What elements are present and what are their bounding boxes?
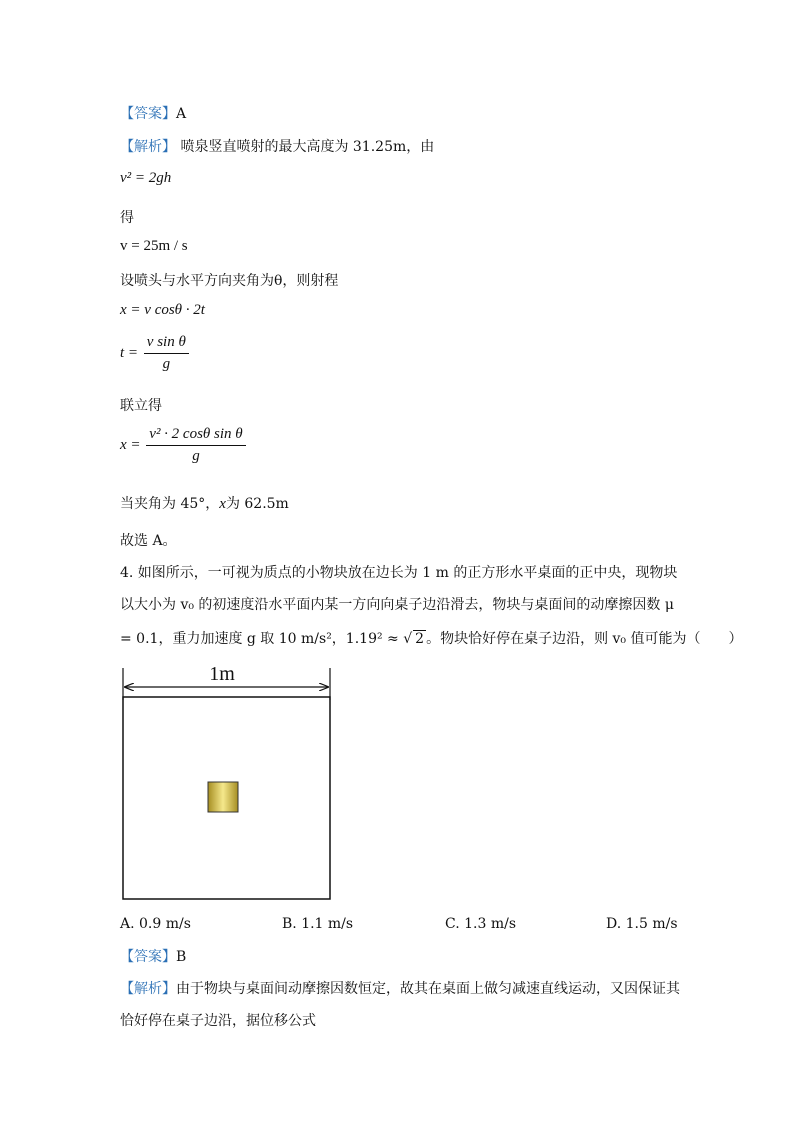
text-conclude: 故选 A。: [120, 533, 177, 549]
analysis-2-line-1: [120, 978, 680, 998]
eq5-lhs: x =: [120, 436, 141, 453]
fraction-denominator: g: [146, 445, 245, 465]
fraction: [146, 426, 245, 465]
text-part: 为 62.5m: [225, 496, 289, 512]
equation-v2-2gh: v² = 2gh: [120, 170, 172, 186]
answer-value: B: [176, 949, 187, 965]
equation-t: [120, 334, 191, 373]
answer-value: A: [176, 106, 187, 122]
sqrt-radicand: 2: [415, 631, 425, 647]
option-c[interactable]: C. 1.3 m/s: [445, 916, 517, 932]
sqrt-symbol: √ 2: [403, 631, 425, 647]
question-4-line-1: 4. 如图所示，一可视为质点的小物块放在边长为 1 m 的正方形水平桌面的正中央，现物块: [120, 565, 678, 581]
analysis-text: 由于物块与桌面间动摩擦因数恒定，故其在桌面上做匀减速直线运动，又因保证其: [176, 981, 680, 997]
square-table: [123, 697, 330, 899]
answer-1: [120, 103, 186, 123]
answer-tag: 【答案】: [120, 949, 176, 965]
fraction-numerator: v² · 2 cosθ sin θ: [149, 426, 243, 442]
text-part: 。物块恰好停在桌子边沿，则 v₀ 值可能为（ ）: [426, 631, 743, 647]
analysis-tag: 【解析】: [120, 139, 176, 155]
question-4-line-3: [120, 628, 743, 648]
text-45-degree: [120, 493, 289, 513]
question-4-line-2: 以大小为 v₀ 的初速度沿水平面内某一方向向桌子边沿滑去，物块与桌面间的动摩擦因数 μ: [120, 597, 674, 613]
option-a[interactable]: A. 0.9 m/s: [120, 916, 191, 932]
answer-2: [120, 946, 186, 966]
answer-tag: 【答案】: [120, 106, 176, 122]
equation-x-combined: [120, 426, 248, 465]
fraction-numerator: v sin θ: [146, 334, 186, 350]
option-b[interactable]: B. 1.1 m/s: [282, 916, 354, 932]
analysis-text: 喷泉竖直喷射的最大高度为 31.25m，由: [180, 139, 435, 155]
eq4-lhs: t =: [120, 344, 139, 361]
text-part: = 0.1，重力加速度 g 取 10 m/s²，1.19² ≈: [120, 631, 399, 647]
analysis-2-line-2: 恰好停在桌子边沿，据位移公式: [120, 1013, 316, 1029]
block: [208, 782, 238, 812]
text-lianli: 联立得: [120, 398, 162, 414]
text-part: x: [219, 496, 226, 512]
text-angle: 设喷头与水平方向夹角为θ，则射程: [120, 273, 339, 289]
text-part: 当夹角为 45°，: [120, 496, 220, 512]
equation-x-range: x = v cosθ · 2t: [120, 302, 205, 318]
option-d[interactable]: D. 1.5 m/s: [606, 916, 678, 932]
analysis-1-intro: [120, 136, 434, 156]
equation-v-25: v = 25m / s: [120, 238, 188, 254]
text-de: 得: [120, 210, 134, 226]
fraction: [144, 334, 189, 373]
fraction-denominator: g: [144, 353, 189, 373]
dimension-label: 1m: [209, 663, 235, 685]
analysis-tag: 【解析】: [120, 981, 176, 997]
